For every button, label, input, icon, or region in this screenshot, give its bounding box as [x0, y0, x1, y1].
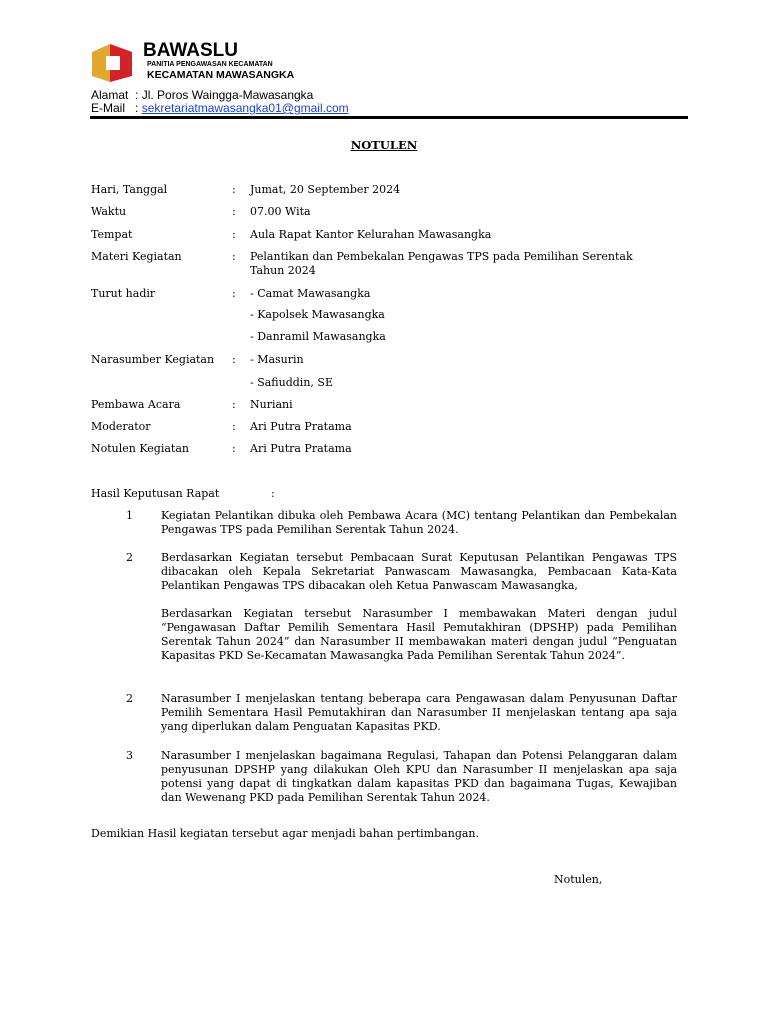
result-paragraph: Narasumber I menjelaskan bagaimana Regulasi, Tahapan dan Potensi Pelanggaran dalam penyusunan DPSHP yang dilakukan Oleh KPU dan Narasumber II menjelaskan apa saja potensi yang dapat di tingkatkan dalam kapasitas PKD dan bagaimana Tugas, Kewajiban dan Wewenang PKD pada Pemilihan Serentak Tahun 2024. — [161, 749, 677, 804]
field-value: Aula Rapat Kantor Kelurahan Mawasangka — [250, 228, 492, 241]
field-value: - Danramil Mawasangka — [250, 330, 386, 343]
field-value: Pelantikan dan Pembekalan Pengawas TPS pada Pemilihan Serentak Tahun 2024 — [250, 250, 633, 277]
field-value: - Camat Mawasangka — [250, 287, 371, 300]
field-label: Pembawa Acara — [91, 398, 181, 411]
document-title: NOTULEN — [350, 138, 418, 152]
address-line: Alamat : Jl. Poros Waingga-Mawasangka — [91, 88, 314, 102]
result-paragraph: Kegiatan Pelantikan dibuka oleh Pembawa Acara (MC) tentang Pelantikan dan Pembekalan Pengawas TPS pada Pemilihan Serentak Tahun 2024. — [161, 509, 677, 536]
field-colon: : — [232, 442, 236, 455]
address-label: Alamat — [91, 88, 129, 102]
result-paragraph: Berdasarkan Kegiatan tersebut Narasumber I membawakan Materi dengan judul “Pengawasan Daftar Pemilih Sementara Hasil Pemutakhiran (DPSHP) pada Pemilihan Serentak Tahun 2024” dan Narasumber II membawakan materi dengan judul “Penguatan Kapasitas PKD Se-Kecamatan Mawasangka Pada Pemilihan Serentak Tahun 2024”. — [161, 607, 677, 662]
field-colon: : — [232, 353, 236, 366]
signature-label: Notulen, — [554, 873, 603, 886]
result-number: 2 — [126, 692, 133, 705]
header-divider — [90, 116, 688, 119]
field-label: Materi Kegiatan — [91, 250, 182, 263]
results-colon: : — [271, 487, 275, 500]
address-value: Jl. Poros Waingga-Mawasangka — [141, 88, 314, 102]
field-value: Ari Putra Pratama — [250, 442, 352, 455]
field-colon: : — [232, 398, 236, 411]
field-colon: : — [232, 250, 236, 263]
result-paragraph: Berdasarkan Kegiatan tersebut Pembacaan Surat Keputusan Pelantikan Pengawas TPS dibacakan oleh Kepala Sekretariat Panwascam Mawasangka, Pembacaan Kata-Kata Pelantikan Pengawas TPS dibacakan oleh Ketua Panwascam Mawasangka, — [161, 551, 677, 592]
result-number: 1 — [126, 509, 133, 522]
field-value: Jumat, 20 September 2024 — [250, 183, 401, 196]
results-heading: Hasil Keputusan Rapat — [91, 487, 220, 500]
field-colon: : — [232, 205, 236, 218]
field-value: Ari Putra Pratama — [250, 420, 352, 433]
email-link[interactable]: sekretariatmawasangka01@gmail.com — [141, 101, 349, 115]
field-colon: : — [232, 287, 236, 300]
field-value: - Safiuddin, SE — [250, 376, 333, 389]
result-number: 2 — [126, 551, 133, 564]
result-number: 3 — [126, 749, 133, 762]
field-colon: : — [232, 228, 236, 241]
field-label: Turut hadir — [91, 287, 156, 300]
email-line: E-Mail : sekretariatmawasangka01@gmail.com — [91, 101, 349, 115]
field-label: Hari, Tanggal — [91, 183, 168, 196]
brand-subtitle: PANITIA PENGAWASAN KECAMATAN — [147, 61, 273, 68]
closing-statement: Demikian Hasil kegiatan tersebut agar menjadi bahan pertimbangan. — [91, 827, 479, 840]
field-colon: : — [232, 183, 236, 196]
email-label: E-Mail — [91, 101, 126, 115]
field-label: Narasumber Kegiatan — [91, 353, 215, 366]
brand-name: BAWASLU — [143, 40, 238, 61]
field-value: - Masurin — [250, 353, 304, 366]
field-label: Notulen Kegiatan — [91, 442, 189, 455]
bawaslu-logo-icon — [90, 42, 136, 84]
result-paragraph: Narasumber I menjelaskan tentang beberapa cara Pengawasan dalam Penyusunan Daftar Pemilih Sementara Hasil Pemutakhiran dan Narasumber II menjelaskan tentang apa saja yang diperlukan dalam Penguatan Kapasitas PKD. — [161, 692, 677, 733]
brand-district: KECAMATAN MAWASANGKA — [147, 69, 295, 81]
field-value: 07.00 Wita — [250, 205, 311, 218]
field-label: Waktu — [91, 205, 127, 218]
field-value: - Kapolsek Mawasangka — [250, 308, 385, 321]
field-value: Nuriani — [250, 398, 293, 411]
field-label: Moderator — [91, 420, 151, 433]
field-label: Tempat — [91, 228, 133, 241]
field-colon: : — [232, 420, 236, 433]
